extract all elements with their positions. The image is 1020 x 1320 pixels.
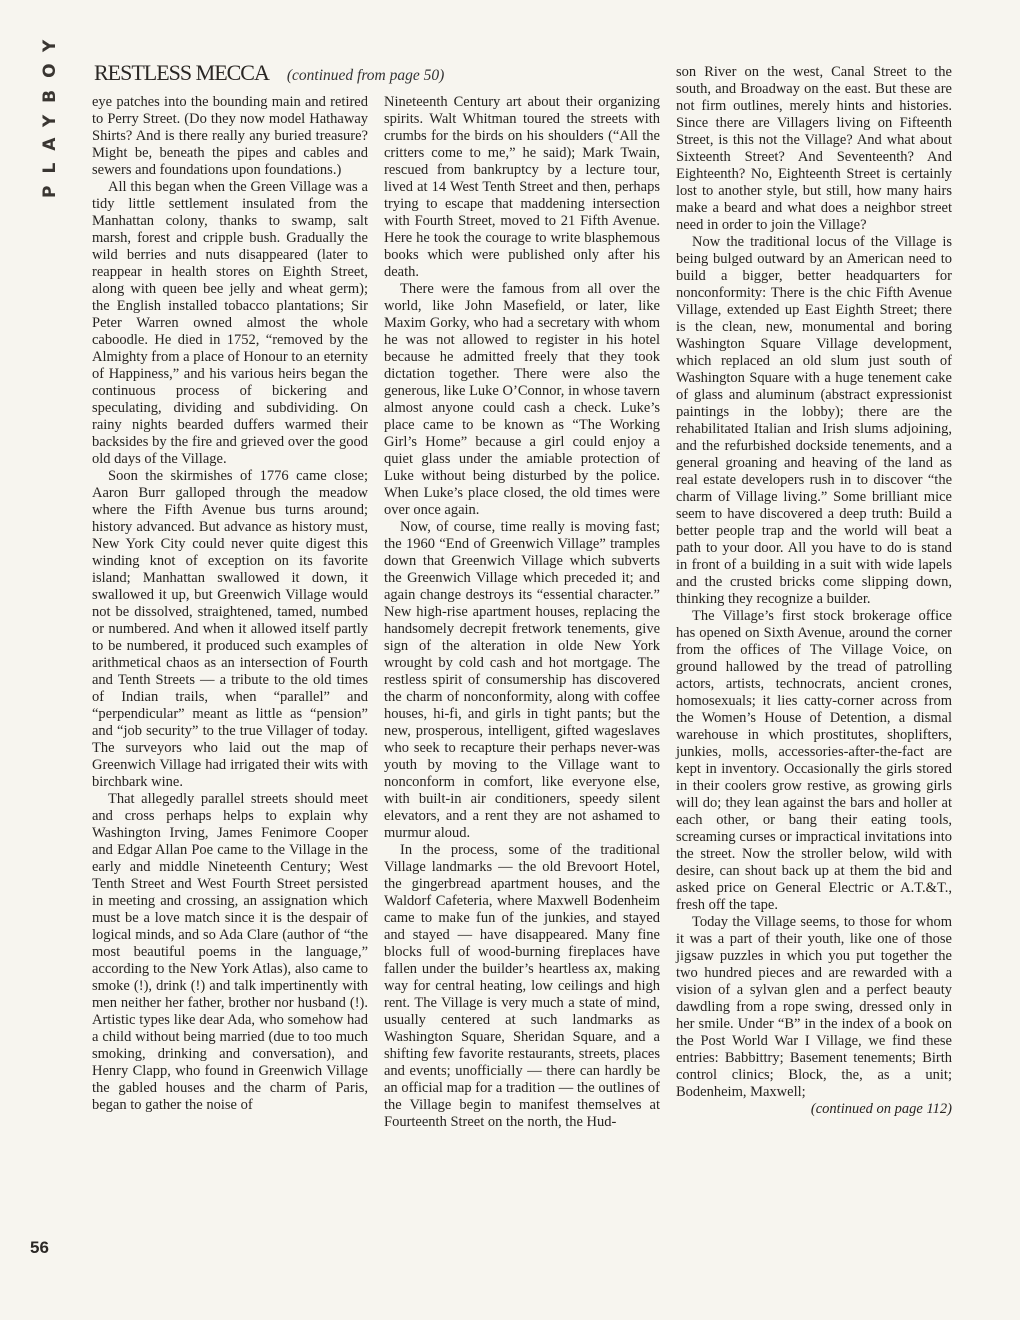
continued-on-note: (continued on page 112) — [810, 1101, 952, 1117]
paragraph: Now, of course, time really is moving fast; the 1960 “End of Greenwich Village” tramples down that Greenwich Village which subverts the Greenwich Village which preceded it; and again change destroys its “essential character.” New high-rise apartment houses, replacing the handsomely decrepit fretwork tenements, give sign of the alteration in olde New York wrought by cold cash and hot mortgage. The restless spirit of consumership has discovered the charm of nonconformity, along with coffee houses, hi-fi, and girls in tight pants; but the new, prosperous, intelligent, gifted wageslaves who seek to recapture their perhaps never-was youth by moving to the Village want to nonconform in comfort, like everyone else, with built-in air conditioners, speedy silent elevators, and a rent they are not ashamed to murmur aloud. — [384, 519, 660, 841]
text-column-2 — [384, 94, 660, 1131]
paragraph: Soon the skirmishes of 1776 came close; Aaron Burr galloped through the meadow where the Fifth Avenue bus turns around; history advanced. But advance as history must, New York City could never quite digest this winding knot of exception on its favorite island; Manhattan swallowed it down, it swallowed it up, but Greenwich Village would not be dissolved, straightened, tamed, numbed or numbered. And when it allowed itself partly to be numbered, it produced such examples of arithmetical chaos as an intersection of Fourth and Tenth Streets — a tribute to the old times of Indian trails, when “parallel” and “perpendicular” meant as little as “pension” and “job security” to the true Villager of today. The surveyors who laid out the map of Greenwich Village had irrigated their wits with birchbark wine. — [92, 468, 368, 790]
paragraph: Nineteenth Century art about their organizing spirits. Walt Whitman toured the streets with crumbs for the birds on his shoulders (“All the critters come to me,” he said); Mark Twain, rescued from bankruptcy by a lecture tour, lived at 14 West Tenth Street and then, perhaps trying to escape that maddening intersection with Fourth Street, moved to 21 Fifth Avenue. Here he took the courage to write blasphemous books which were published only after his death. — [384, 94, 660, 280]
paragraph: In the process, some of the traditional Village landmarks — the old Brevoort Hotel, the gingerbread apartment houses, and the Waldorf Cafeteria, where Maxwell Bodenheim came to make fun of the junkies, and stayed and stayed — have disappeared. Many fine blocks full of wood-burning fireplaces have fallen under the builder’s heartless ax, making way for central heating, low ceilings and high rent. The Village is very much a state of mind, usually centered at such landmarks as Washington Square, Sheridan Square, and a shifting few favorite restaurants, streets, places and events; unofficially — there can hardly be an official map for a tradition — the outlines of the Village begin to manifest themselves at Fourteenth Street on the north, the Hud- — [384, 842, 660, 1130]
page-number: 56 — [30, 1238, 49, 1257]
paragraph: son River on the west, Canal Street to the south, and Broadway on the east. But these are not firm outlines, merely hints and histories. Since there are Villagers living on Fifteenth Street, is this not the Village? And what about Sixteenth Street? And Seventeenth? And Eighteenth? No, Eighteenth Street is certainly lost to another style, but still, how many hairs make a beard and what does a neighbor street need in order to join the Village? — [676, 64, 952, 233]
article-header — [94, 60, 445, 92]
paragraph: eye patches into the bounding main and retired to Perry Street. (Do they now model Hathaway Shirts? And is there really any buried treasure? Might be, beneath the pipes and cables and sewers and foundations upon foundations.) — [92, 94, 368, 178]
paragraph: Now the traditional locus of the Village is being bulged outward by an American need to build a bigger, better headquarters for nonconformity: There is the chic Fifth Avenue Village, extended up East Eighth Street; there is the clean, new, monumental and boring Washington Square Village development, which replaced an old slum just south of Washington Square with a huge tenement cake of glass and aluminum (abstract expressionist paintings in the lobby); there are the rehabilitated Italian and Irish slums adjoining, and the refurbished dockside tenements, and a general groaning and heaving of the land as real estate developers rush in to discover “the charm of Village living.” Some brilliant mice seem to have discovered a deep truth: Build a better people trap and the world will beat a path to your door. All you have to do is stand in front of a building in a suit with wide lapels and the crusted bricks come slipping down, thinking they recognize a builder. — [676, 234, 952, 607]
magazine-logo: PLAYBOY — [40, 27, 60, 198]
paragraph: That allegedly parallel streets should meet and cross perhaps helps to explain why Washington Irving, James Fenimore Cooper and Edgar Allan Poe came to the Village in the early and middle Nineteenth Century; West Tenth Street and West Fourth Street persisted in meeting and crossing, an assignation which must be a love match since it is the despair of logical minds, and so Ada Clare (author of “the most beautiful poems in the language,” according to the New York Atlas), also came to smoke (!), drink (!) and talk impertinently with men neither her father, brother nor husband (!). Artistic types like dear Ada, who somehow had a child without being married (due to too much smoking, drinking and conversation), and Henry Clapp, who found in Greenwich Village the gabled houses and the charm of Paris, began to gather the noise of — [92, 791, 368, 1113]
paragraph: The Village’s first stock brokerage office has opened on Sixth Avenue, around the corner from the offices of The Village Voice, on ground hallowed by the tread of patrolling actors, artists, technocrats, ancient crones, homosexuals; it lies catty-corner across from the Women’s House of Detention, a dismal warehouse in which prostitutes, shoplifters, junkies, molls, accessories-after-the-fact are kept in inventory. Occasionally the girls stored in their coolers grow restive, as growing girls will do; they lean against the bars and holler at each other, or bang their eating tools, screaming curses or impractical invitations into the street. Now the stroller below, wild with desire, can shout back up at them the bid and asked price on General Electric or A.T.&T., fresh off the tape. — [676, 608, 952, 913]
text-column-3 — [676, 64, 952, 1118]
article-title: RESTLESS MECCA — [94, 60, 269, 85]
paragraph: Today the Village seems, to those for whom it was a part of their youth, like one of those jigsaw puzzles in which you put together the two hundred pieces and are rewarded with a vision of a sylvan glen and a perfect beauty dawdling from a rope swing, dressed only in her smile. Under “B” in the index of a book on the Post World War I Village, we find these entries: Babbittry; Basement tenements; Birth control clinics; Block, the, as a unit; Bodenheim, Maxwell; — [676, 914, 952, 1100]
text-column-1 — [92, 94, 368, 1114]
continued-from-note: (continued from page 50) — [286, 67, 445, 84]
paragraph: All this began when the Green Village was a tidy little settlement insulated from the Manhattan colony, thanks to swamp, salt marsh, forest and cripple bush. Gradually the wild berries and nuts disappeared (later to reappear in health stores on Eighth Street, along with queen bee jelly and wheat germ); the English installed tobacco plantations; Sir Peter Warren owned almost the whole caboodle. He died in 1752, “removed by the Almighty from a place of Honour to an eternity of Happiness,” and his various heirs began the continuous process of bickering and speculating, dividing and subdividing. On rainy nights bearded duffers warmed their backsides by the fire and grieved over the good old days of the Village. — [92, 179, 368, 467]
paragraph: There were the famous from all over the world, like John Masefield, or later, like Maxim Gorky, who had a secretary with whom he was not allowed to register in his hotel because he admitted freely that they took dictation together. There were also the generous, like Luke O’Connor, in whose tavern almost anyone could cash a check. Luke’s place came to be known as “The Working Girl’s Home” because a girl could enjoy a quiet glass under the amiable protection of Luke without being disturbed by the police. When Luke’s place closed, the old times were over once again. — [384, 281, 660, 518]
